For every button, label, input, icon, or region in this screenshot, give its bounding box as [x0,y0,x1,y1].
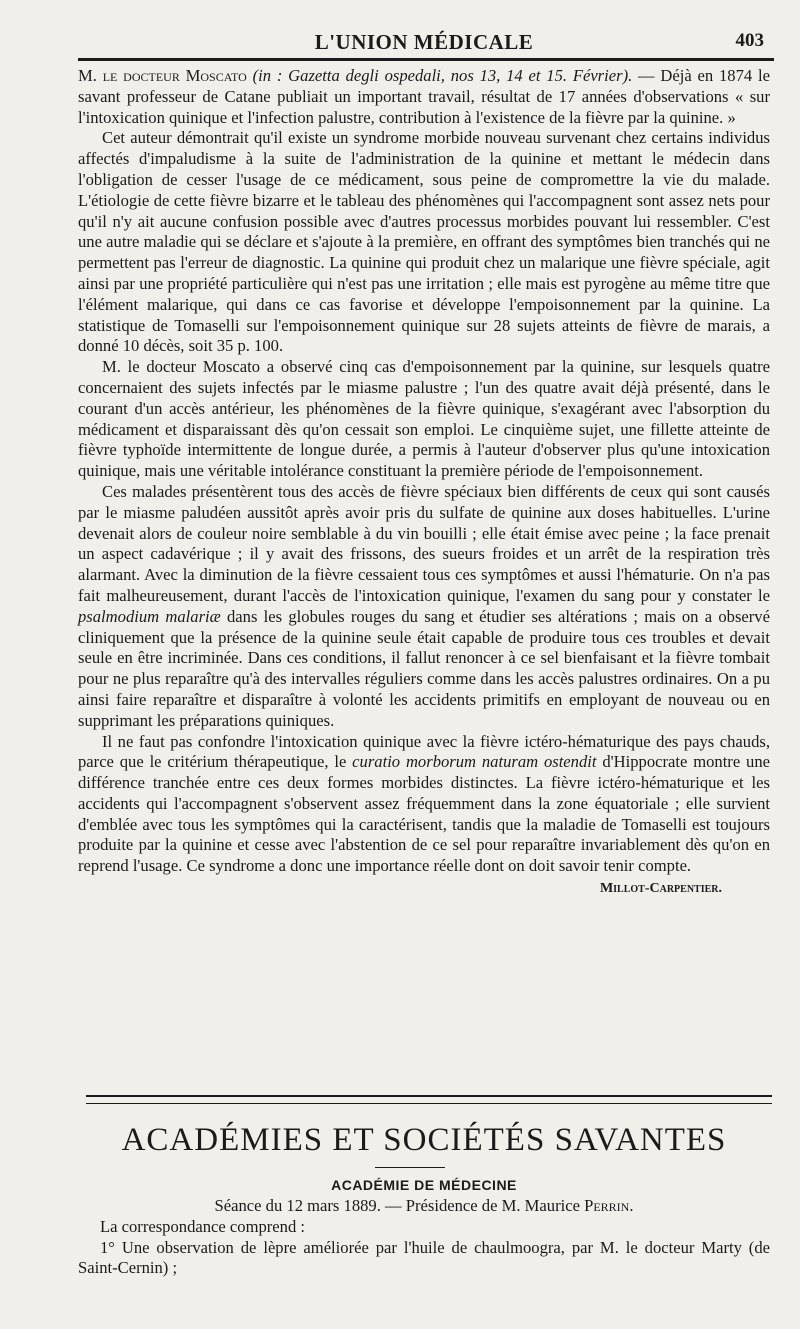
header-rule [78,58,774,61]
article-source: (in : Gazetta degli ospedali, nos 13, 14 et 15. Février). [252,66,633,85]
article-body [78,66,770,899]
article-paragraph [78,66,770,128]
short-divider [375,1167,445,1168]
article-text: Il ne faut pas confondre l'intoxication quinique avec la fièvre ictéro-hématurique des pays chauds, parce que le critérium thérapeutique, le [78,731,770,772]
journal-title: L'UNION MÉDICALE [314,30,534,54]
article-author: M. le docteur Moscato [78,66,247,85]
page-number: 403 [735,30,764,51]
article-signature: Millot-Carpentier. [599,881,722,897]
session-report [78,1196,770,1279]
section-title: ACADÉMIES ET SOCIÉTÉS SAVANTES [121,1122,727,1158]
running-head [78,20,770,60]
article-italic-term: psalmodium malariæ [78,606,221,626]
article-intro-text: — Déjà en 1874 le savant professeur de Catane publiait un important travail, résultat de 17 années d'observations « sur l'intoxication quinique et l'infection palustre, contribution à l'existence de la fièvre par la quinine. » [78,66,770,127]
article-text: dans les globules rouges du sang et étudier ses altérations ; mais on a observé cliniquement que la présence de la quinine seule était capable de produire tous ces troubles et devait seule en être incriminée. Dans ces conditions, il fallut renoncer à ce sel bienfaisant et la fièvre tombait pour ne plus reparaître qu'à des intervalles réguliers comme dans les accès palustres ordinaires. On a pu ainsi faire reparaître et disparaître à volonté les accidents primitifs en employant de nouveau ou en supprimant les préparations quiniques. [78,606,770,730]
article-paragraph: Cet auteur démontrait qu'il existe un syndrome morbide nouveau survenant chez certains individus affectés d'impaludisme à la suite de l'administration de la quinine et mettant le médecin dans l'obligation de cesser l'usage de ce médicament, sous peine de compromettre la vie du malade. L'étiologie de cette fièvre bizarre et le tableau des phénomènes qui l'accompagnent sont assez nets pour qu'il n'y ait aucune confusion possible avec d'autres processus morbides pouvant lui ressembler. C'est une autre maladie qui se déclare et s'ajoute à la première, en offrant des symptômes bien tranchés qui ne permettent pas l'erreur de diagnostic. La quinine qui produit chez un malarique une fièvre spéciale, agit ainsi par une propriété particulière qui n'est pas une irritation ; elle mais est pyrogène au même titre que l'élément malarique, qui dans ce cas favorise et développe l'empoisonnement par la quinine. La statistique de Tomaselli sur l'empoisonnement quinique sur 28 sujets atteints de fièvre de marais, a donné 10 décès, soit 35 p. 100. [78,128,770,356]
article-paragraph [78,732,770,878]
session-president: Perrin. [584,1196,634,1215]
correspondence-item: 1° Une observation de lèpre améliorée par l'huile de chaulmoogra, par M. le docteur Marty (de Saint-Cernin) ; [78,1237,770,1278]
article-paragraph: M. le docteur Moscato a observé cinq cas d'empoisonnement par la quinine, sur lesquels quatre concernaient des sujets infectés par le miasme palustre ; l'un des quatre avait déjà présenté, dans le courant d'un accès antérieur, les phénomènes de la fièvre quinique, s'exagérant avec l'absorption du médicament et disparaissant dès qu'on cessait son emploi. Le cinquième sujet, une fillette atteinte de fièvre typhoïde intermittente de longue durée, a permis à l'auteur d'observer plus qu'une intoxication quinique, mais une véritable intolérance constituant la première période de l'empoisonnement. [78,357,770,481]
article-italic-quote: curatio morborum naturam ostendit [352,752,597,772]
article-text: Ces malades présentèrent tous des accès de fièvre spéciaux bien différents de ceux qui sont causés par le miasme paludéen aussitôt après avoir pris du sulfate de quinine aux doses habituelles. L'urine devenait alors de couleur noire semblable à du vin bouilli ; elle était émise avec peine ; la face prenait un aspect cadavérique ; il y avait des frissons, des sueurs froides et un arrêt de la respiration très alarmant. Avec la diminution de la fièvre cessaient tous ces symptômes et aussi l'hématurie. On n'a pas fait malheureusement, durant l'accès de l'intoxication quinique, l'examen du sang pour y constater le [78,481,770,605]
correspondence-heading: La correspondance comprend : [100,1216,306,1236]
article-text: d'Hippocrate montre une différence tranchée entre ces deux formes morbides distinctes. La fièvre ictéro-hématurique et les accidents qui l'accompagnent s'observent assez fréquemment dans la zone équatoriale ; elle survient d'emblée avec tous les symptômes qui la caractérisent, tandis que la maladie de Tomaselli est toujours produite par la quinine et cesse avec l'abstention de ce sel pour reparaître invariablement dès qu'on en reprend l'usage. Ce syndrome a donc une importance réelle dont on doit savoir tenir compte. [78,752,770,876]
section-divider [86,1095,772,1104]
session-line [78,1196,770,1217]
session-date: Séance du 12 mars 1889. — Présidence de M. Maurice [214,1196,580,1215]
academy-title: ACADÉMIE DE MÉDECINE [331,1177,517,1193]
article-paragraph [78,482,770,732]
